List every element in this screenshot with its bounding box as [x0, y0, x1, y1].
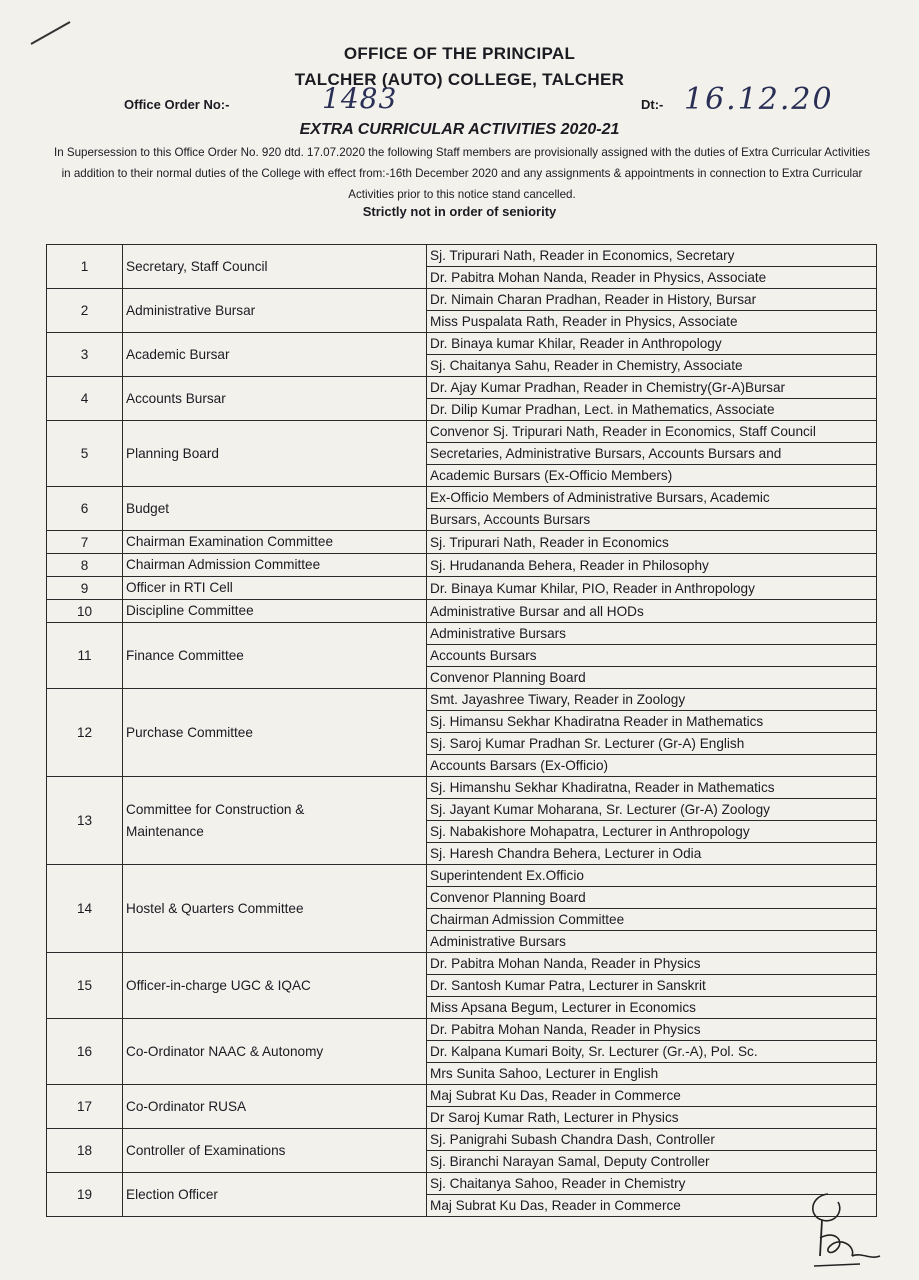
serial-number-cell: 17: [47, 1085, 123, 1129]
duty-cell: Secretary, Staff Council: [123, 245, 427, 289]
serial-number-cell: 15: [47, 953, 123, 1019]
staff-member-cell: Sj. Himanshu Sekhar Khadiratna, Reader in Mathematics: [427, 777, 877, 799]
staff-member-cell: Convenor Planning Board: [427, 887, 877, 909]
table-row: [47, 421, 877, 443]
table-row: [47, 1019, 877, 1041]
college-name: TALCHER (AUTO) COLLEGE, TALCHER: [294, 70, 625, 89]
serial-number-cell: 18: [47, 1129, 123, 1173]
duty-cell: Officer in RTI Cell: [123, 577, 427, 600]
staff-member-cell: Sj. Himansu Sekhar Khadiratna Reader in Mathematics: [427, 711, 877, 733]
staff-member-cell: Maj Subrat Ku Das, Reader in Commerce: [427, 1195, 877, 1217]
duty-cell: Co-Ordinator RUSA: [123, 1085, 427, 1129]
staff-member-cell: Sj. Tripurari Nath, Reader in Economics, Secretary: [427, 245, 877, 267]
staff-member-cell: Dr. Binaya kumar Khilar, Reader in Anthropology: [427, 333, 877, 355]
table-row: [47, 333, 877, 355]
date-label: Dt:-: [641, 97, 664, 112]
staff-member-cell: Administrative Bursar and all HODs: [427, 600, 877, 623]
table-row: [47, 1085, 877, 1107]
staff-member-cell: Administrative Bursars: [427, 623, 877, 645]
staff-member-cell: Secretaries, Administrative Bursars, Accounts Bursars and: [427, 443, 877, 465]
serial-number-cell: 16: [47, 1019, 123, 1085]
duty-cell: Administrative Bursar: [123, 289, 427, 333]
serial-number-cell: 8: [47, 554, 123, 577]
staff-member-cell: Dr. Nimain Charan Pradhan, Reader in History, Bursar: [427, 289, 877, 311]
staff-member-cell: Sj. Panigrahi Subash Chandra Dash, Controller: [427, 1129, 877, 1151]
serial-number-cell: 4: [47, 377, 123, 421]
staff-member-cell: Mrs Sunita Sahoo, Lecturer in English: [427, 1063, 877, 1085]
staff-member-cell: Maj Subrat Ku Das, Reader in Commerce: [427, 1085, 877, 1107]
staff-member-cell: Convenor Sj. Tripurari Nath, Reader in Economics, Staff Council: [427, 421, 877, 443]
staff-member-cell: Academic Bursars (Ex-Officio Members): [427, 465, 877, 487]
duty-cell: Officer-in-charge UGC & IQAC: [123, 953, 427, 1019]
serial-number-cell: 14: [47, 865, 123, 953]
duty-cell: Hostel & Quarters Committee: [123, 865, 427, 953]
order-number-label: Office Order No:-: [124, 97, 230, 112]
serial-number-cell: 1: [47, 245, 123, 289]
duty-cell: Budget: [123, 487, 427, 531]
duty-cell: Discipline Committee: [123, 600, 427, 623]
duty-cell: Committee for Construction & Maintenance: [123, 777, 427, 865]
staff-member-cell: Ex-Officio Members of Administrative Bursars, Academic: [427, 487, 877, 509]
table-row: [47, 689, 877, 711]
table-row: [47, 623, 877, 645]
table-row: [47, 577, 877, 600]
office-title: OFFICE OF THE PRINCIPAL: [343, 44, 576, 63]
table-row: [47, 777, 877, 799]
staff-member-cell: Accounts Bursars: [427, 645, 877, 667]
staff-member-cell: Sj. Haresh Chandra Behera, Lecturer in Odia: [427, 843, 877, 865]
order-number-handwritten: 1483: [322, 82, 398, 115]
duty-cell: Chairman Examination Committee: [123, 531, 427, 554]
serial-number-cell: 19: [47, 1173, 123, 1217]
staff-member-cell: Dr. Pabitra Mohan Nanda, Reader in Physics: [427, 1019, 877, 1041]
table-row: [47, 953, 877, 975]
staff-member-cell: Sj. Jayant Kumar Moharana, Sr. Lecturer (Gr-A) Zoology: [427, 799, 877, 821]
staff-member-cell: Accounts Barsars (Ex-Officio): [427, 755, 877, 777]
table-row: [47, 600, 877, 623]
staff-member-cell: Sj. Chaitanya Sahoo, Reader in Chemistry: [427, 1173, 877, 1195]
staff-member-cell: Sj. Nabakishore Mohapatra, Lecturer in Anthropology: [427, 821, 877, 843]
serial-number-cell: 3: [47, 333, 123, 377]
staff-member-cell: Bursars, Accounts Bursars: [427, 509, 877, 531]
date-handwritten: 16.12.20: [684, 82, 834, 117]
staff-member-cell: Sj. Saroj Kumar Pradhan Sr. Lecturer (Gr-A) English: [427, 733, 877, 755]
table-row: [47, 554, 877, 577]
serial-number-cell: 13: [47, 777, 123, 865]
serial-number-cell: 10: [47, 600, 123, 623]
table-row: [47, 1129, 877, 1151]
serial-number-cell: 6: [47, 487, 123, 531]
duty-cell: Accounts Bursar: [123, 377, 427, 421]
staff-member-cell: Smt. Jayashree Tiwary, Reader in Zoology: [427, 689, 877, 711]
duty-cell: Purchase Committee: [123, 689, 427, 777]
serial-number-cell: 9: [47, 577, 123, 600]
staff-member-cell: Superintendent Ex.Officio: [427, 865, 877, 887]
staff-member-cell: Dr. Ajay Kumar Pradhan, Reader in Chemistry(Gr-A)Bursar: [427, 377, 877, 399]
table-row: [47, 1173, 877, 1195]
duty-allocation-table: [46, 244, 877, 1217]
staff-member-cell: Sj. Tripurari Nath, Reader in Economics: [427, 531, 877, 554]
staff-member-cell: Dr Saroj Kumar Rath, Lecturer in Physics: [427, 1107, 877, 1129]
staff-member-cell: Miss Puspalata Rath, Reader in Physics, Associate: [427, 311, 877, 333]
activities-title: EXTRA CURRICULAR ACTIVITIES 2020-21: [299, 121, 620, 138]
staff-member-cell: Dr. Pabitra Mohan Nanda, Reader in Physics, Associate: [427, 267, 877, 289]
serial-number-cell: 5: [47, 421, 123, 487]
staff-member-cell: Dr. Santosh Kumar Patra, Lecturer in Sanskrit: [427, 975, 877, 997]
serial-number-cell: 12: [47, 689, 123, 777]
staff-member-cell: Miss Apsana Begum, Lecturer in Economics: [427, 997, 877, 1019]
duty-cell: Election Officer: [123, 1173, 427, 1217]
table-row: [47, 289, 877, 311]
staff-member-cell: Dr. Pabitra Mohan Nanda, Reader in Physics: [427, 953, 877, 975]
table-row: [47, 377, 877, 399]
duty-cell: Co-Ordinator NAAC & Autonomy: [123, 1019, 427, 1085]
principal-signature: [800, 1186, 900, 1272]
staff-member-cell: Dr. Kalpana Kumari Boity, Sr. Lecturer (Gr.-A), Pol. Sc.: [427, 1041, 877, 1063]
serial-number-cell: 7: [47, 531, 123, 554]
staff-member-cell: Convenor Planning Board: [427, 667, 877, 689]
table-row: [47, 487, 877, 509]
staff-member-cell: Dr. Dilip Kumar Pradhan, Lect. in Mathematics, Associate: [427, 399, 877, 421]
table-row: [47, 245, 877, 267]
staff-member-cell: Sj. Chaitanya Sahu, Reader in Chemistry, Associate: [427, 355, 877, 377]
staff-member-cell: Dr. Binaya Kumar Khilar, PIO, Reader in Anthropology: [427, 577, 877, 600]
serial-number-cell: 2: [47, 289, 123, 333]
intro-paragraph: In Supersession to this Office Order No. 920 dtd. 17.07.2020 the following Staff members are provisionally assigned with the duties of Extra Curricular Activities in addition to their normal duties of the College with effect from:-16th December 2020 and any assignments & appointments in connection to Extra Curricular Activities prior to this notice stand cancelled.: [53, 146, 871, 201]
staff-member-cell: Sj. Hrudananda Behera, Reader in Philosophy: [427, 554, 877, 577]
staff-member-cell: Chairman Admission Committee: [427, 909, 877, 931]
duty-cell: Academic Bursar: [123, 333, 427, 377]
staff-member-cell: Sj. Biranchi Narayan Samal, Deputy Controller: [427, 1151, 877, 1173]
duty-cell: Planning Board: [123, 421, 427, 487]
table-row: [47, 865, 877, 887]
duty-cell: Finance Committee: [123, 623, 427, 689]
duty-cell: Controller of Examinations: [123, 1129, 427, 1173]
staff-member-cell: Administrative Bursars: [427, 931, 877, 953]
seniority-note: Strictly not in order of seniority: [362, 204, 557, 219]
table-row: [47, 531, 877, 554]
serial-number-cell: 11: [47, 623, 123, 689]
duty-cell: Chairman Admission Committee: [123, 554, 427, 577]
